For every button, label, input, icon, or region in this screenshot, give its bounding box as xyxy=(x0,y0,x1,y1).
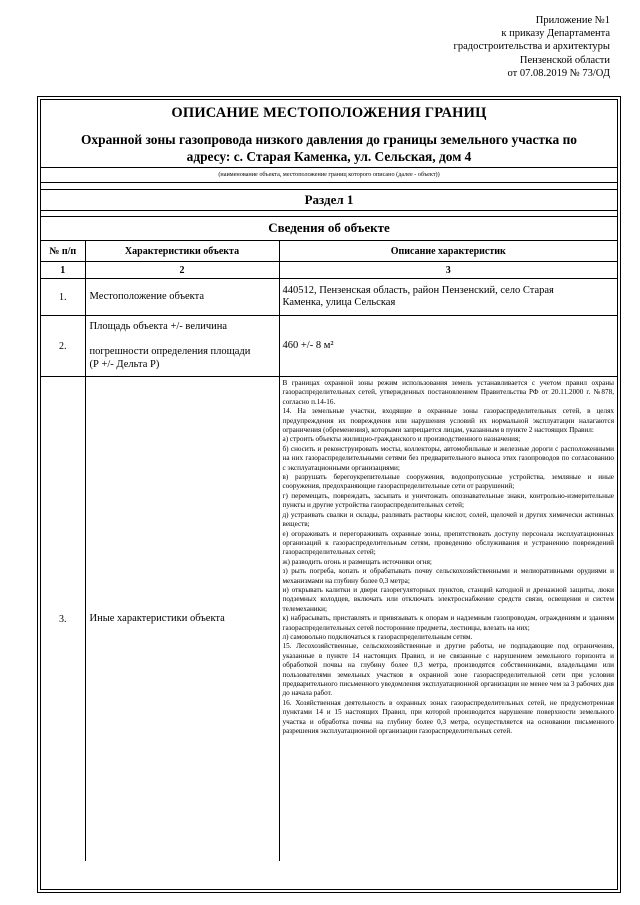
object-caption: (наименование объекта, местоположение границ которого описано (далее - объект)) xyxy=(41,168,617,183)
annex-line: к приказу Департамента xyxy=(501,28,610,40)
row-number: 3. xyxy=(41,377,85,862)
row-characteristic: Местоположение объекта xyxy=(85,279,279,316)
row-description: 440512, Пензенская область, район Пензенский, село Старая Каменка, улица Сельская xyxy=(279,279,617,316)
row-characteristic: Иные характеристики объекта xyxy=(85,377,279,862)
row-number: 2. xyxy=(41,316,85,377)
restriction-paragraph: е) огораживать и перегораживать охранные зоны, препятствовать доступу персонала эксплуатационных организаций к газораспределительным сетям, проведению обслуживания и устранению повреждений газораспределительных сетей; xyxy=(282,529,614,557)
spacer-row xyxy=(41,183,617,190)
annex-note xyxy=(350,14,610,80)
row-description xyxy=(279,377,617,862)
restriction-paragraph: В границах охранной зоны режим использования земель устанавливается с учетом правил охраны газораспределительных сетей, утвержденных постановлением Правительства РФ от 20.11.2000 г. №878, согласно п.14-16. xyxy=(282,379,614,406)
restriction-paragraph: 16. Хозяйственная деятельность в охранных зонах газораспределительных сетей, не предусмотренная пунктами 14 и 15 настоящих Правил, при которой производится нарушение поверхности земельного участка и обработка почвы на глубину более 0,3 метра, осуществляется на основании письменного разрешения эксплуатационной организации газораспределительных сетей. xyxy=(282,698,614,736)
restriction-paragraph: ж) разводить огонь и размещать источники огня; xyxy=(282,557,432,566)
restriction-paragraph: в) разрушать берегоукрепительные сооружения, водопропускные устройства, земляные и иные сооружения, предохраняющие газораспределительные сети от разрушений; xyxy=(282,473,614,491)
restriction-paragraph: и) открывать калитки и двери газорегуляторных пунктов, станций катодной и дренажной защиты, люки подземных колодцев, включать или отключать электроснабжение средств связи, освещения и систем телемеханики; xyxy=(282,585,614,613)
column-number: 3 xyxy=(279,262,617,279)
column-number: 1 xyxy=(41,262,85,279)
table-row xyxy=(41,316,617,377)
restriction-paragraph: 15. Лесохозяйственные, сельскохозяйственные и другие работы, не подпадающие под ограничения, указанные в пункте 14 настоящих Правил, и не связанные с нарушением земельного горизонта и обработкой почвы на глубину более 0,3 метра, производятся собственниками, владельцами или пользователями земельных участков в охранной зоне газораспределительной сети при условии предварительного письменного уведомления эксплуатационной организации не менее чем за 3 рабочих дня до начала работ. xyxy=(282,642,614,698)
subtitle-line: адресу: с. Старая Каменка, ул. Сельская, дом 4 xyxy=(186,148,472,164)
row-number: 1. xyxy=(41,279,85,316)
header-number: № п/п xyxy=(41,241,85,262)
row-characteristic: Площадь объекта +/- величина погрешности определения площади (Р +/- Дельта Р) xyxy=(85,316,279,377)
section-title: Сведения об объекте xyxy=(41,217,617,241)
header-description: Описание характеристик xyxy=(279,241,617,262)
restriction-paragraph: д) устраивать свалки и склады, разливать растворы кислот, солей, щелочей и других химически активных веществ; xyxy=(282,510,614,529)
subtitle-line: Охранной зоны газопровода низкого давления до границы земельного участка по xyxy=(81,132,577,147)
restriction-paragraph: а) строить объекты жилищно-гражданского и производственного назначения; xyxy=(282,435,521,444)
document-frame xyxy=(37,96,621,893)
section-heading: Раздел 1 xyxy=(41,190,617,211)
table-row xyxy=(41,279,617,316)
annex-line: от 07.08.2019 № 73/ОД xyxy=(507,67,610,79)
annex-line: Приложение №1 xyxy=(535,15,610,26)
document-inner-frame xyxy=(40,99,618,890)
annex-line: градостроительства и архитектуры xyxy=(453,41,610,53)
title-block xyxy=(41,100,617,168)
column-number-row xyxy=(41,262,617,279)
table-header-row xyxy=(41,241,617,262)
restriction-paragraph: з) рыть погреба, копать и обрабатывать почву сельскохозяйственными и мелиоративными орудиями и механизмами на глубину более 0,3 метра; xyxy=(282,567,614,585)
object-info-table xyxy=(41,241,617,861)
restriction-paragraph: л) самовольно подключаться к газораспределительным сетям. xyxy=(282,632,473,641)
document-title: ОПИСАНИЕ МЕСТОПОЛОЖЕНИЯ ГРАНИЦ xyxy=(171,105,487,121)
document-subtitle xyxy=(41,132,617,165)
restriction-paragraph: г) перемещать, повреждать, засыпать и уничтожать опознавательные знаки, контрольно-измерительные пункты и другие устройства газораспределительных сетей; xyxy=(282,491,614,510)
header-characteristic: Характеристики объекта xyxy=(85,241,279,262)
restriction-paragraph: к) набрасывать, приставлять и привязывать к опорам и надземным газопроводам, ограждениям и зданиям газораспределительных сетей посторонние предметы, лестницы, влезать на них; xyxy=(282,614,614,632)
annex-line: Пензенской области xyxy=(519,54,610,66)
column-number: 2 xyxy=(85,262,279,279)
restriction-paragraph: 14. На земельные участки, входящие в охранные зоны газораспределительных сетей, в целях предупреждения их повреждения или нарушения условий их нормальной эксплуатации налагаются ограничения (обременения), которыми запрещается лицам, указанным в пункте 2 настоящих Правил: xyxy=(282,407,614,435)
restriction-paragraph: б) сносить и реконструировать мосты, коллекторы, автомобильные и железные дороги с расположенными на них газораспределительными сетями без предварительного выноса этих газопроводов по согласованию с эксплуатационными организациями; xyxy=(282,444,614,472)
table-row xyxy=(41,377,617,862)
row-description: 460 +/- 8 м² xyxy=(279,316,617,377)
